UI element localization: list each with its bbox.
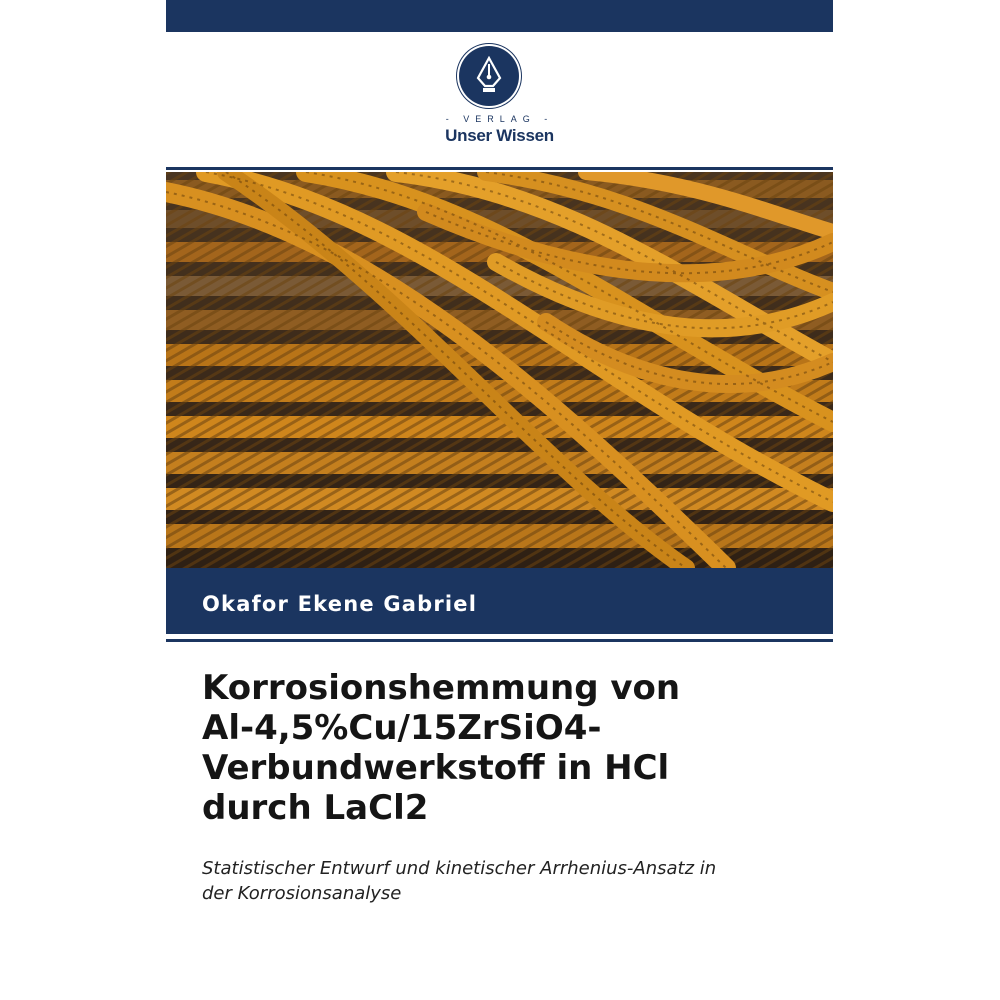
publisher-verlag-label: - VERLAG - [445, 114, 554, 124]
title-line-4: durch LaCl2 [202, 788, 429, 828]
divider-bottom [166, 639, 833, 642]
title-line-1: Korrosionshemmung von [202, 668, 681, 708]
title-line-2: Al-4,5%Cu/15ZrSiO4- [202, 708, 602, 748]
book-cover [166, 0, 833, 1000]
rusted-rebar-photo [166, 172, 833, 568]
subtitle-line-2: der Korrosionsanalyse [202, 883, 402, 904]
pen-nib-icon [459, 46, 519, 106]
publisher-name: Unser Wissen [445, 126, 554, 145]
publisher-logo [166, 46, 833, 156]
author-band [166, 568, 833, 634]
book-title [202, 668, 822, 828]
subtitle-line-1: Statistischer Entwurf und kinetischer Arrhenius-Ansatz in [202, 858, 717, 879]
divider-top [166, 167, 833, 170]
top-color-bar [166, 0, 833, 32]
book-subtitle [202, 856, 822, 906]
author-name: Okafor Ekene Gabriel [202, 592, 478, 616]
title-line-3: Verbundwerkstoff in HCl [202, 748, 670, 788]
